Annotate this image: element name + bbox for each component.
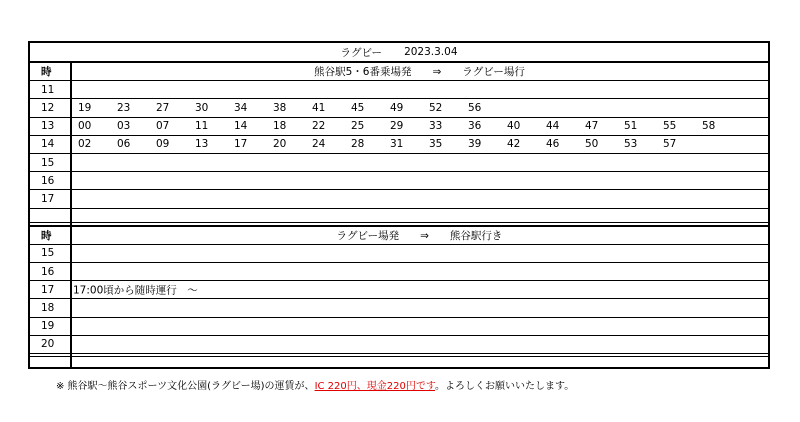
hour-cell: 時 [41,66,52,79]
hour-cell: 17 [41,192,55,205]
departure-minute: 51 [624,120,638,133]
route-title: 熊谷駅5・6番乗場発 ⇒ ラグビー場行 [314,66,525,79]
fare-note [56,377,574,392]
minutes-cell [71,172,768,189]
hour-cell: 11 [41,83,55,96]
departure-minute: 34 [234,101,248,114]
departure-minute: 00 [78,120,92,133]
departure-minute: 46 [546,138,560,151]
departure-minute: 09 [156,138,170,151]
departure-minute: 53 [624,138,638,151]
hour-cell: 18 [41,301,55,314]
hour-cell: 20 [41,338,55,351]
route-title: ラグビー場発 ⇒ 熊谷駅行き [336,229,503,242]
table-row [30,118,768,136]
departure-minute: 13 [195,138,209,151]
departure-minute: 24 [312,138,326,151]
divider-line [30,222,768,223]
departure-minute: 27 [156,101,170,114]
table-row [30,154,768,172]
hour-cell: 17 [41,283,55,296]
departure-minute: 30 [195,101,209,114]
minutes-cell [71,99,768,116]
departure-minute: 49 [390,101,404,114]
departure-minute: 07 [156,120,170,133]
departure-minute: 42 [507,138,521,151]
departure-minute: 19 [78,101,92,114]
departure-minute: 50 [585,138,599,151]
title-date: 2023.3.04 [404,46,458,58]
fare-note-suffix: 。よろしくお願いいたします。 [435,381,575,392]
departure-minute: 47 [585,120,599,133]
hour-cell: 16 [41,265,55,278]
departure-minute: 41 [312,101,326,114]
departure-minute: 17 [234,138,248,151]
departure-minute: 56 [468,101,482,114]
hour-cell: 14 [41,138,55,151]
divider-line [30,356,768,357]
fare-amount: IC 220円、現金220円です [314,381,436,392]
table-row [30,263,768,281]
hour-cell: 15 [41,156,55,169]
departure-minute: 57 [663,138,677,151]
departure-minute: 39 [468,138,482,151]
title-row [30,43,768,63]
departure-minute: 31 [390,138,404,151]
departure-minute: 35 [429,138,443,151]
minutes-cell [71,136,768,153]
table-row [30,318,768,336]
departure-minute: 36 [468,120,482,133]
minutes-cell [71,190,768,207]
departure-minute: 22 [312,120,326,133]
table-row [30,81,768,99]
departure-minute: 11 [195,120,209,133]
title [30,43,768,61]
section1-header-row [30,63,768,81]
hour-cell: 時 [41,229,52,242]
table-row [30,172,768,190]
table-row [30,136,768,154]
table-row [30,281,768,299]
departure-minute: 14 [234,120,248,133]
table-row [30,336,768,354]
departure-minute: 29 [390,120,404,133]
departure-minute: 40 [507,120,521,133]
departure-minute: 44 [546,120,560,133]
departure-minute: 25 [351,120,365,133]
fare-note-prefix: ※ 熊谷駅～熊谷スポーツ文化公園(ラグビー場)の運賃が、 [56,381,315,392]
departure-minute: 52 [429,101,443,114]
hour-cell: 13 [41,120,55,133]
departure-minute: 58 [702,120,716,133]
minutes-cell [71,118,768,135]
departure-minute: 28 [351,138,365,151]
table-row [30,299,768,317]
hour-cell: 15 [41,247,55,260]
table-row [30,190,768,208]
table-row [30,245,768,263]
departure-minute: 55 [663,120,677,133]
hour-cell: 19 [41,320,55,333]
timetable-sheet [28,41,770,369]
departure-minute: 38 [273,101,287,114]
departure-minute: 23 [117,101,131,114]
title-text: ラグビー [340,46,383,59]
hour-cell: 16 [41,174,55,187]
departure-minute: 02 [78,138,92,151]
departure-minute: 20 [273,138,287,151]
minutes-cell [71,81,768,98]
departure-minute: 03 [117,120,131,133]
departure-minute: 18 [273,120,287,133]
departure-minute: 06 [117,138,131,151]
departure-minute: 33 [429,120,443,133]
hour-cell: 12 [41,101,55,114]
minutes-cell [71,154,768,171]
service-note: 17:00頃から随時運行 ～ [73,284,198,297]
departure-minute: 45 [351,101,365,114]
table-row [30,99,768,117]
section-separator [30,209,768,226]
section2-header-row [30,227,768,245]
